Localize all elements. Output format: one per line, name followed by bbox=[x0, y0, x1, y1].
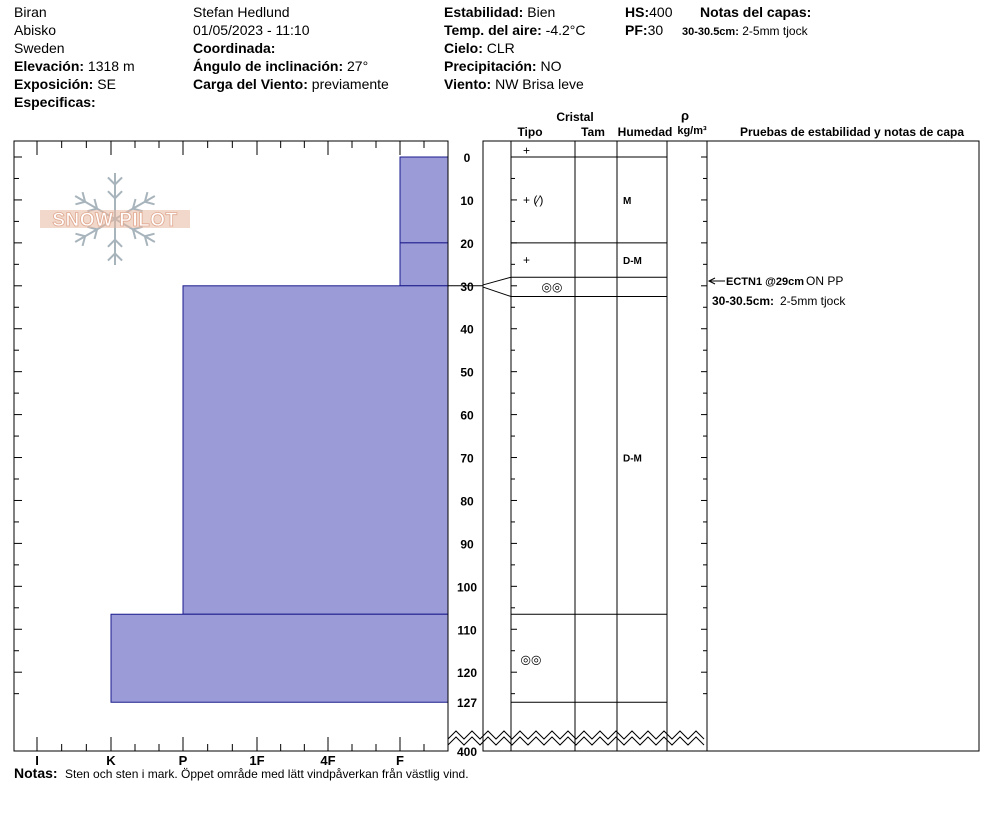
hardness-label: I bbox=[35, 753, 39, 768]
table-frame bbox=[483, 141, 979, 751]
logo-text: SNOW PILOT bbox=[52, 210, 178, 231]
column-tests: Pruebas de estabilidad y notas de capa bbox=[739, 125, 965, 139]
snowflake-branch bbox=[108, 177, 115, 184]
notes-label: Notas: bbox=[14, 765, 58, 781]
pf-label: PF: bbox=[625, 22, 648, 38]
sky-value: CLR bbox=[486, 40, 515, 56]
snowflake-branch bbox=[108, 254, 115, 261]
pf-value: 30 bbox=[647, 22, 664, 38]
snowflake-branch bbox=[115, 254, 122, 261]
hardness-label: K bbox=[106, 753, 116, 768]
column-moisture: Humedad bbox=[617, 125, 673, 139]
depth-label: 60 bbox=[460, 408, 474, 423]
moisture-value: D-M bbox=[623, 453, 642, 465]
depth-label: 80 bbox=[460, 494, 474, 509]
country: Sweden bbox=[14, 40, 65, 56]
depth-label: 400 bbox=[456, 745, 478, 759]
layer-connector bbox=[483, 287, 511, 296]
stability-label: Estabilidad: bbox=[444, 4, 524, 20]
depth-label: 20 bbox=[460, 236, 474, 251]
test-note-text: 2-5mm tjock bbox=[780, 294, 846, 308]
hardness-label: 4F bbox=[320, 753, 336, 768]
zigzag-line bbox=[448, 731, 704, 739]
moisture-value: D-M bbox=[623, 256, 642, 268]
depth-label: 10 bbox=[460, 193, 474, 208]
snowflake-branch bbox=[115, 177, 122, 184]
snowflake-branch bbox=[145, 234, 155, 237]
air-temp-label: Temp. del aire: bbox=[444, 22, 542, 38]
aspect-label: Exposición: bbox=[14, 76, 94, 92]
notes-text: Sten och sten i mark. Öppet område med lätt vindpåverkan från västlig vind. bbox=[65, 767, 469, 781]
slope-label: Ángulo de inclinación: bbox=[193, 58, 344, 74]
depth-break-symbol bbox=[448, 731, 704, 745]
sky-label: Cielo: bbox=[444, 40, 483, 56]
elevation-label: Elevación: bbox=[14, 58, 85, 74]
grain-symbol: + bbox=[523, 253, 531, 268]
observation-datetime: 01/05/2023 - 11:10 bbox=[193, 22, 310, 38]
column-density: kg/m³ bbox=[677, 125, 707, 137]
column-type: Tipo bbox=[517, 125, 543, 139]
hardness-label: 1F bbox=[249, 753, 265, 768]
air-temp-value: -4.2°C bbox=[545, 22, 586, 38]
depth-ticks-left bbox=[14, 157, 22, 694]
elevation-value: 1318 m bbox=[87, 58, 135, 74]
wind-label: Viento: bbox=[444, 76, 492, 92]
hardness-layer-bar bbox=[183, 286, 448, 614]
hardness-label: P bbox=[178, 753, 188, 768]
grain-symbol: + bbox=[523, 143, 531, 158]
specifics-label: Especificas: bbox=[14, 94, 96, 110]
depth-label: 50 bbox=[460, 365, 474, 380]
grain-symbol: ◎◎ bbox=[541, 280, 563, 295]
test-note-range: 30-30.5cm: bbox=[712, 294, 775, 308]
depth-label: 0 bbox=[463, 151, 471, 165]
depth-label: 110 bbox=[457, 623, 477, 638]
slope-value: 27° bbox=[347, 58, 369, 74]
hardness-ticks-bottom bbox=[14, 737, 424, 751]
observer-name: Stefan Hedlund bbox=[193, 4, 290, 20]
depth-label: 127 bbox=[456, 696, 478, 711]
grain-symbol: ◎◎ bbox=[520, 652, 542, 667]
column-crystal: Cristal bbox=[556, 110, 594, 124]
zigzag-line bbox=[448, 737, 704, 745]
hardness-layer-bar bbox=[400, 243, 448, 286]
depth-scale bbox=[457, 151, 477, 759]
test-result: ECTN1 @29cm bbox=[726, 276, 804, 288]
coordinates-label: Coordinada: bbox=[193, 40, 276, 56]
snowflake-branch bbox=[115, 240, 122, 247]
grain-symbol: + (⁄) bbox=[523, 192, 544, 207]
layer-connector bbox=[483, 277, 511, 285]
snowflake-branch bbox=[145, 202, 155, 205]
snowflake-branch bbox=[115, 191, 122, 198]
layer-note-text: 2-5mm tjock bbox=[742, 24, 808, 38]
snowflake-branch bbox=[108, 240, 115, 247]
depth-label: 70 bbox=[460, 451, 474, 466]
stability-value: Bien bbox=[527, 4, 556, 20]
depth-label: 90 bbox=[460, 537, 474, 552]
test-result-extra: ON PP bbox=[806, 274, 844, 288]
depth-label: 120 bbox=[456, 666, 478, 681]
moisture-value: M bbox=[623, 195, 632, 207]
layer-note-range: 30-30.5cm: bbox=[682, 26, 739, 38]
hardness-layer-bar bbox=[400, 157, 448, 243]
hardness-scale bbox=[35, 753, 404, 768]
depth-label: 40 bbox=[460, 322, 474, 337]
hs-value: 400 bbox=[649, 4, 673, 20]
hardness-label: F bbox=[396, 753, 404, 768]
wind-load-value: previamente bbox=[311, 76, 389, 92]
snowflake-branch bbox=[75, 234, 85, 237]
stability-test bbox=[709, 274, 846, 308]
region: Abisko bbox=[14, 22, 57, 38]
aspect-value: SE bbox=[97, 76, 116, 92]
precip-value: NO bbox=[540, 58, 562, 74]
column-size: Tam bbox=[581, 125, 605, 139]
snowpilot-logo bbox=[40, 173, 190, 265]
hs-label: HS: bbox=[625, 4, 650, 20]
depth-label: 100 bbox=[456, 580, 478, 595]
snowflake-branch bbox=[75, 202, 85, 205]
wind-load-label: Carga del Viento: bbox=[193, 76, 308, 92]
precip-label: Precipitación: bbox=[444, 58, 537, 74]
depth-label: 30 bbox=[460, 279, 474, 294]
snowflake-branch bbox=[108, 191, 115, 198]
column-rho: ρ bbox=[680, 108, 690, 123]
wind-value: NW Brisa leve bbox=[495, 76, 584, 92]
location: Biran bbox=[14, 4, 47, 20]
hardness-ticks-top bbox=[14, 141, 424, 155]
hardness-layer-bar bbox=[111, 614, 448, 702]
layer-notes-title-text: Notas del capas: bbox=[700, 4, 812, 20]
layer-table bbox=[448, 108, 979, 751]
